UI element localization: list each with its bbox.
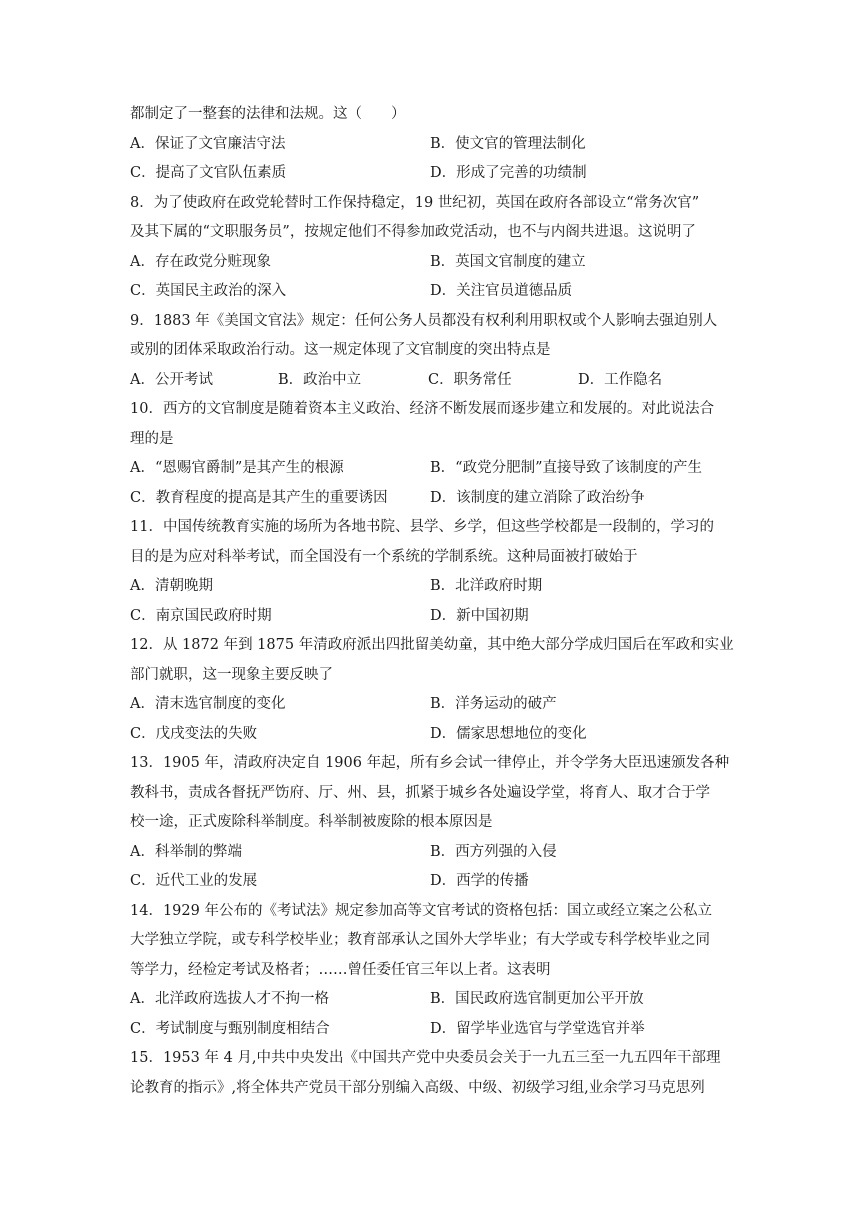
q11-option-d: D．新中国初期 bbox=[430, 608, 529, 624]
q12-option-c: C．戊戌变法的失败 bbox=[130, 726, 258, 742]
q14-option-a: A．北洋政府选拔人才不拘一格 bbox=[130, 991, 329, 1007]
q14-stem-line-2: 大学独立学院，或专科学校毕业；教育部承认之国外大学毕业；有大学或专科学校毕业之同 bbox=[130, 932, 710, 948]
intro-line: 都制定了一整套的法律和法规。这（ ） bbox=[130, 106, 406, 122]
q13-stem-line-2: 教科书，责成各督抚严饬府、厅、州、县，抓紧于城乡各处遍设学堂，将育人、取才合于学 bbox=[130, 785, 710, 801]
q8-option-b: B．英国文官制度的建立 bbox=[430, 254, 586, 270]
q8-option-d: D．关注官员道德品质 bbox=[430, 283, 573, 299]
q11-stem-line-1: 11．中国传统教育实施的场所为各地书院、县学、乡学，但这些学校都是一段制的，学习的 bbox=[130, 519, 714, 535]
q7-option-d: D．形成了完善的功绩制 bbox=[430, 165, 587, 181]
q13-stem-line-1: 13．1905 年，清政府决定自 1906 年起，所有乡会试一律停止，并令学务大臣迅速颁发各种 bbox=[130, 755, 730, 771]
q9-stem-line-2: 或别的团体采取政治行动。这一规定体现了文官制度的突出特点是 bbox=[130, 342, 551, 358]
q8-stem-line-1: 8．为了使政府在政党轮替时工作保持稳定，19 世纪初，英国在政府各部设立“常务次官” bbox=[130, 195, 700, 211]
q10-option-a: A．“恩赐官爵制”是其产生的根源 bbox=[130, 460, 344, 476]
q10-stem-line-2: 理的是 bbox=[130, 431, 174, 447]
q13-option-b: B．西方列强的入侵 bbox=[430, 844, 557, 860]
q8-option-c: C．英国民主政治的深入 bbox=[130, 283, 287, 299]
q9-stem-line-1: 9．1883 年《美国文官法》规定：任何公务人员都没有权利利用职权或个人影响去强迫别人 bbox=[130, 313, 718, 329]
q13-stem-line-3: 校一途，正式废除科举制度。科举制被废除的根本原因是 bbox=[130, 814, 493, 830]
q14-option-b: B．国民政府选官制更加公平开放 bbox=[430, 991, 644, 1007]
q11-option-b: B．北洋政府时期 bbox=[430, 578, 543, 594]
q10-option-d: D．该制度的建立消除了政治纷争 bbox=[430, 490, 645, 506]
q9-option-c: C．职务常任 bbox=[428, 372, 512, 388]
q12-option-d: D．儒家思想地位的变化 bbox=[430, 726, 587, 742]
q14-stem-line-3: 等学力，经检定考试及格者；……曾任委任官三年以上者。这表明 bbox=[130, 962, 551, 978]
q13-option-c: C．近代工业的发展 bbox=[130, 873, 258, 889]
q11-option-c: C．南京国民政府时期 bbox=[130, 608, 272, 624]
q12-option-b: B．洋务运动的破产 bbox=[430, 696, 557, 712]
q13-option-a: A．科举制的弊端 bbox=[130, 844, 242, 860]
q8-stem-line-2: 及其下属的“文职服务员”，按规定他们不得参加政党活动，也不与内阁共进退。这说明了 bbox=[130, 224, 696, 240]
q7-option-c: C．提高了文官队伍素质 bbox=[130, 165, 287, 181]
q12-option-a: A．清末选官制度的变化 bbox=[130, 696, 286, 712]
q11-option-a: A．清朝晚期 bbox=[130, 578, 213, 594]
q10-option-b: B．“政党分肥制”直接导致了该制度的产生 bbox=[430, 460, 702, 476]
q13-option-d: D．西学的传播 bbox=[430, 873, 529, 889]
q11-stem-line-2: 目的是为应对科举考试，而全国没有一个系统的学制系统。这种局面被打破始于 bbox=[130, 549, 638, 565]
q15-stem-line-2: 论教育的指示》,将全体共产党员干部分别编入高级、中级、初级学习组,业余学习马克思列 bbox=[130, 1080, 705, 1096]
q14-option-d: D．留学毕业选官与学堂选官并举 bbox=[430, 1021, 645, 1037]
q7-option-a: A．保证了文官廉洁守法 bbox=[130, 136, 286, 152]
q9-option-b: B．政治中立 bbox=[278, 372, 362, 388]
q10-option-c: C．教育程度的提高是其产生的重要诱因 bbox=[130, 490, 388, 506]
q14-stem-line-1: 14．1929 年公布的《考试法》规定参加高等文官考试的资格包括：国立或经立案之公私立 bbox=[130, 903, 712, 919]
q12-stem-line-2: 部门就职，这一现象主要反映了 bbox=[130, 667, 333, 683]
q14-option-c: C．考试制度与甄别制度相结合 bbox=[130, 1021, 330, 1037]
q9-option-a: A．公开考试 bbox=[130, 372, 213, 388]
q7-option-b: B．使文官的管理法制化 bbox=[430, 136, 586, 152]
q12-stem-line-1: 12．从 1872 年到 1875 年清政府派出四批留美幼童，其中绝大部分学成归国后在军政和实业 bbox=[130, 637, 734, 653]
q10-stem-line-1: 10．西方的文官制度是随着资本主义政治、经济不断发展而逐步建立和发展的。对此说法合 bbox=[130, 401, 714, 417]
q15-stem-line-1: 15．1953 年 4 月,中共中央发出《中国共产党中央委员会关于一九五三至一九五四年干部理 bbox=[130, 1050, 721, 1066]
q9-option-d: D．工作隐名 bbox=[578, 372, 663, 388]
q8-option-a: A．存在政党分赃现象 bbox=[130, 254, 271, 270]
